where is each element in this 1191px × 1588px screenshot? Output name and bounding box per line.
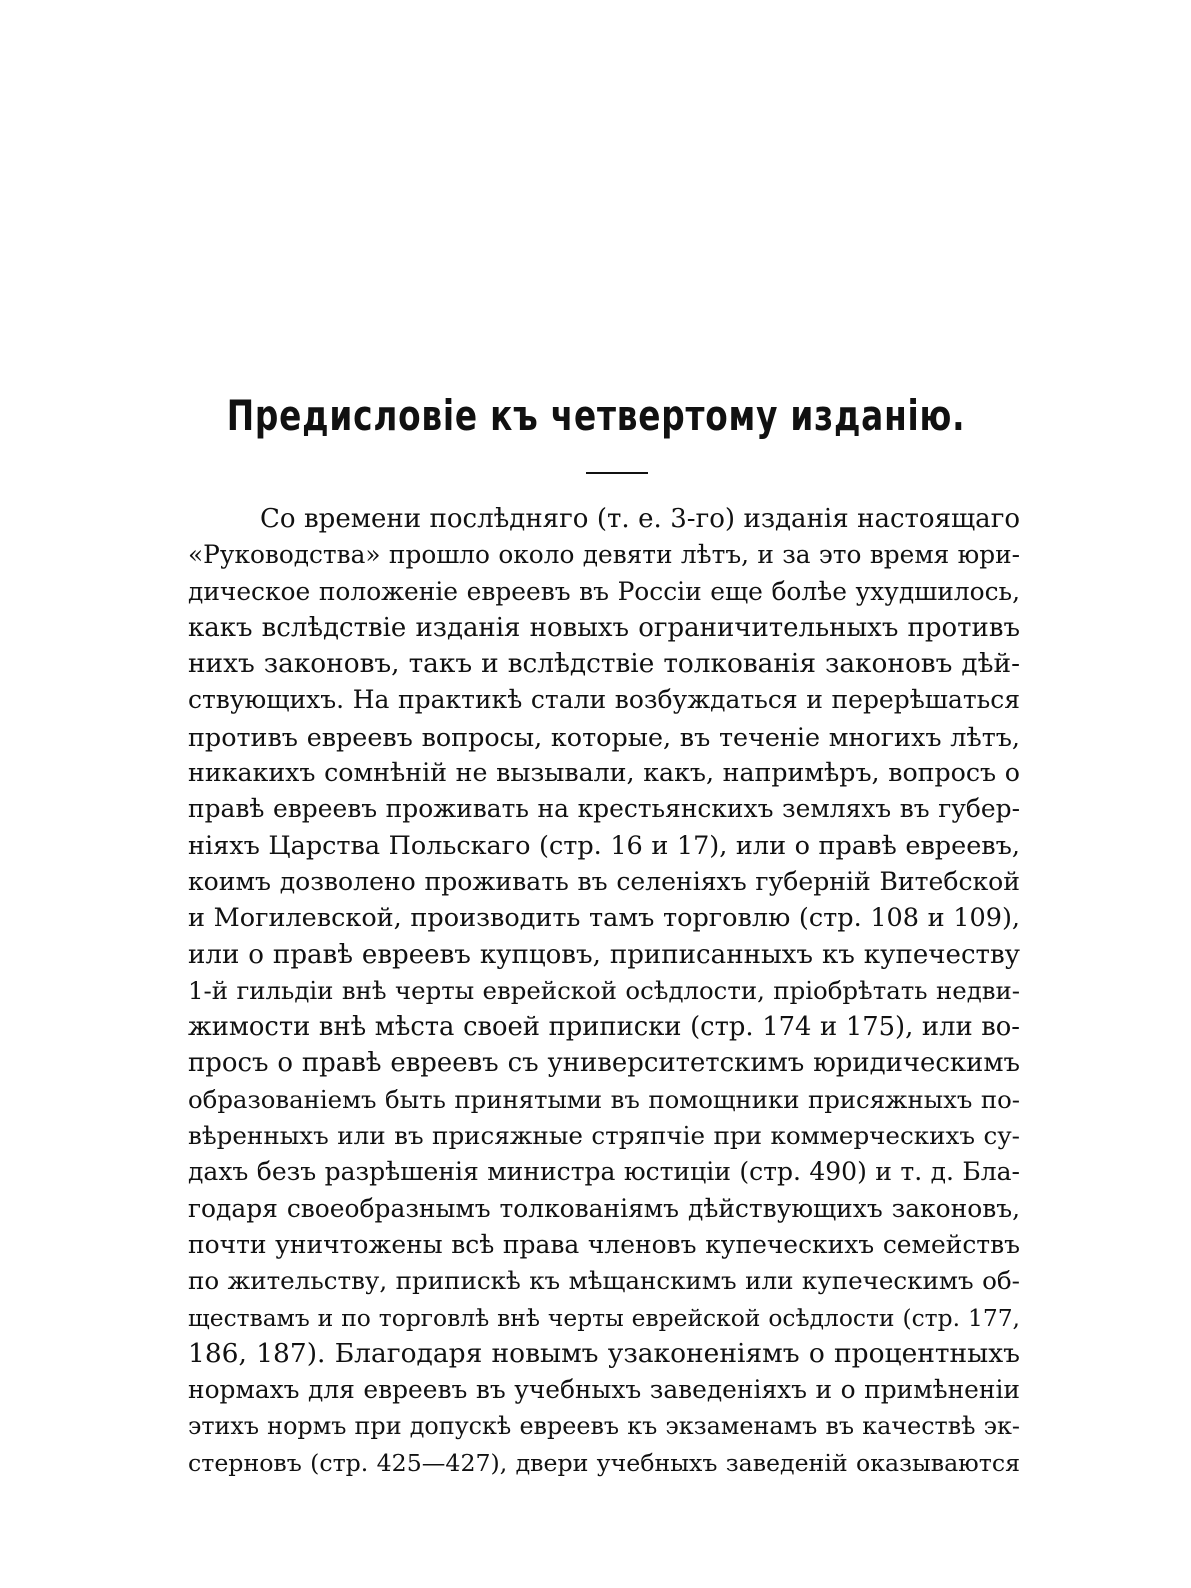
text-line: вѣренныхъ или въ присяжные стряпчіе при коммерческихъ су- <box>188 1121 1020 1151</box>
body-paragraph <box>188 501 1020 1481</box>
text-line: ствующихъ. На практикѣ стали возбуждаться и перерѣшаться <box>188 685 1020 715</box>
text-line: «Руководства» прошло около девяти лѣтъ, и за это время юри- <box>188 540 1020 570</box>
text-line: нормахъ для евреевъ въ учебныхъ заведеніяхъ и о примѣненіи <box>188 1375 1020 1405</box>
text-line: ніяхъ Царства Польскаго (стр. 16 и 17), или о правѣ евреевъ, <box>188 830 1020 861</box>
page-title: Предисловіе къ четвертому изданію. <box>226 391 966 440</box>
text-line: ществамъ и по торговлѣ внѣ черты еврейской осѣдлости (стр. 177, <box>188 1303 1020 1332</box>
text-line: дахъ безъ разрѣшенія министра юстиціи (стр. 490) и т. д. Бла- <box>188 1157 1020 1187</box>
text-line: правѣ евреевъ проживать на крестьянскихъ земляхъ въ губер- <box>188 794 1020 824</box>
text-line: жимости внѣ мѣста своей приписки (стр. 174 и 175), или во- <box>188 1012 1020 1043</box>
text-line: 1-й гильдіи внѣ черты еврейской осѣдлости, пріобрѣтать недви- <box>188 975 1020 1005</box>
text-line: или о правѣ евреевъ купцовъ, приписанныхъ къ купечеству <box>188 939 1020 970</box>
text-line: коимъ дозволено проживать въ селеніяхъ губерній Витебской <box>188 866 1020 896</box>
text-line: стерновъ (стр. 425—427), двери учебныхъ заведеній оказываются <box>188 1448 1020 1477</box>
text-line: образованіемъ быть принятыми въ помощники присяжныхъ по- <box>188 1084 1020 1114</box>
text-line: этихъ нормъ при допускѣ евреевъ къ экзаменамъ въ качествѣ эк- <box>188 1412 1020 1441</box>
text-line: почти уничтожены всѣ права членовъ купеческихъ семействъ <box>188 1229 1020 1259</box>
title-rule <box>586 472 648 474</box>
text-line: никакихъ сомнѣній не вызывали, какъ, напримѣръ, вопросъ о <box>188 758 1020 788</box>
text-line: 186, 187). Благодаря новымъ узаконеніямъ о процентныхъ <box>188 1337 1020 1369</box>
text-line: нихъ законовъ, такъ и вслѣдствіе толкованія законовъ дѣй- <box>188 649 1020 680</box>
text-line: по жительству, припискѣ къ мѣщанскимъ или купеческимъ об- <box>188 1266 1020 1296</box>
text-line: какъ вслѣдствіе изданія новыхъ ограничительныхъ противъ <box>188 612 1020 643</box>
text-line: просъ о правѣ евреевъ съ университетскимъ юридическимъ <box>188 1048 1020 1079</box>
text-line: и Могилевской, производить тамъ торговлю (стр. 108 и 109), <box>188 903 1020 934</box>
text-line: дическое положеніе евреевъ въ Россіи еще болѣе ухудшилось, <box>188 576 1020 606</box>
text-line: годаря своеобразнымъ толкованіямъ дѣйствующихъ законовъ, <box>188 1193 1020 1223</box>
text-line: Со времени послѣдняго (т. е. 3-го) изданія настоящаго <box>260 504 1020 534</box>
text-line: противъ евреевъ вопросы, которые, въ теченіе многихъ лѣтъ, <box>188 721 1020 752</box>
